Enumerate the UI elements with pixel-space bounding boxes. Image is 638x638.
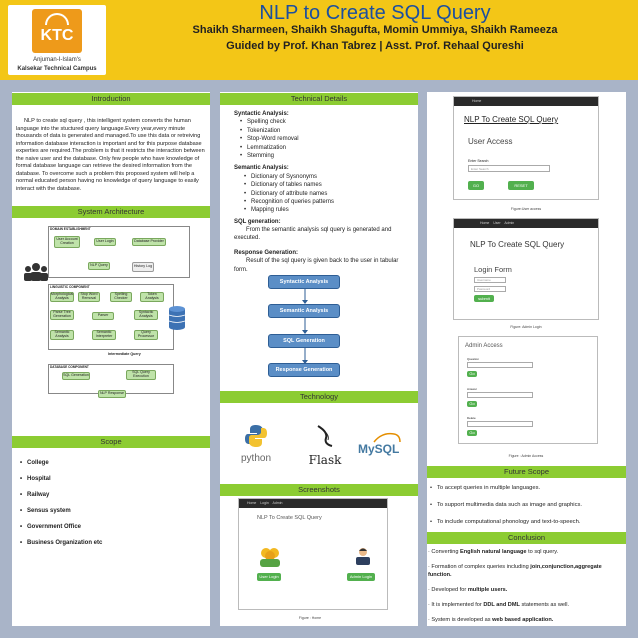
syntactic-list [234, 118, 412, 160]
home-screenshot [238, 498, 388, 610]
semantic-label: Semantic Analysis: [234, 165, 289, 172]
node-parser: Parser [92, 312, 114, 320]
user-access-screenshot [453, 96, 599, 200]
node-parse-tree: Parse Tree Generation [50, 310, 74, 320]
flask-logo [302, 424, 348, 468]
list-item: · Converting English natural language to sql query. [428, 549, 559, 555]
flow-response: Response Generation [268, 363, 340, 377]
delete-go-button[interactable]: Go [467, 430, 477, 436]
list-item: · It is implemented for DDL and DML statements as well. [428, 602, 570, 609]
home-heading: NLP To Create SQL Query [257, 515, 322, 521]
list-item: • Hospital [18, 476, 204, 482]
list-item: · Developed for multiple users. [428, 586, 508, 593]
introduction-text: NLP to create sql query , this intelligent system converts the human language into the stuctured query language.Every year,every minute thousands of data is generated and managed.To use this data or retreiving information database interaction is important and for this purpose database experties are required.The problem is that it restricts the interaction between the naive user and the database. Only few people who have knowledge of formal database language can retrieve the desired information from the database. To overcome such a problem this proposed system will help a normal educated person having no knowledge of query language to easily interact with the database. [16, 118, 205, 192]
list-item: • Sensus system [18, 508, 204, 514]
flow-syntactic: Syntactic Analysis [268, 275, 340, 289]
node-syntactic: Syntactic Analysis [134, 310, 158, 320]
logo-line2: Kalsekar Technical Campus [17, 66, 97, 72]
technology-title: Technology [220, 391, 418, 403]
scope-list [18, 460, 204, 556]
user-access-navbar: Home [454, 97, 598, 106]
list-item: • Lemmatization [238, 144, 412, 152]
node-history-log: History Log [132, 262, 154, 272]
python-logo [236, 424, 276, 468]
admin-access-caption: Figure : Admin Access [508, 454, 544, 458]
list-item: • Railway [18, 492, 204, 498]
search-label: Enter Search [468, 159, 489, 163]
list-item: • Stemming [238, 152, 412, 160]
submit-button[interactable]: submit [474, 295, 494, 302]
username-input[interactable]: Username [474, 277, 506, 283]
response-text: Result of the sql query is given back to the user in tabular form. [234, 258, 399, 273]
architecture-diagram [22, 224, 192, 434]
intermediate-query: Intermediate Query [108, 352, 141, 356]
flow-sqlgen: SQL Generation [268, 334, 340, 348]
list-item: • Dictionary of attribute names [242, 190, 412, 198]
users-icon [24, 262, 48, 282]
answer-input[interactable] [467, 392, 533, 398]
list-item: • Spelling check [238, 118, 412, 126]
node-nlp-query: NLP Query [88, 262, 110, 270]
scope-title: Scope [12, 436, 210, 448]
home-caption: Figure : Home [298, 616, 322, 620]
ktc-logo [8, 5, 106, 75]
node-query-processor: Query Processor [134, 330, 158, 340]
nav-user: User [493, 221, 501, 225]
user-access-sub: User Access [468, 137, 513, 146]
delete-label: Delete [467, 416, 476, 420]
poster-header [0, 0, 638, 80]
response-label: Response Generation: [234, 249, 299, 256]
list-item: • Dictionary of Sysnonyms [242, 173, 412, 181]
introduction-title: Introduction [12, 93, 210, 105]
answer-go-button[interactable]: Go [467, 401, 477, 407]
search-input[interactable]: Enter Search [468, 165, 550, 172]
list-item: • Business Organization etc [18, 540, 204, 546]
node-semantic: Semantic Analysis [50, 330, 74, 340]
syntactic-label: Syntactic Analysis: [234, 111, 289, 117]
database-label: DATABASE COMPONENT [50, 365, 89, 369]
admin-login-sub: Login Form [474, 265, 512, 274]
poster-guides: Guided by Prof. Khan Tabrez | Asst. Prof. Rehaal Qureshi [226, 40, 524, 52]
mysql-logo-text: MySQL [358, 442, 400, 456]
admin-login-button[interactable]: Admin Login [347, 573, 375, 581]
password-input[interactable]: Password [474, 286, 506, 292]
list-item: • College [18, 460, 204, 466]
architecture-title: System Architecture [12, 206, 210, 218]
node-account-creation: User Account Creation [54, 236, 80, 248]
question-input[interactable] [467, 362, 533, 368]
future-scope-title: Future Scope [427, 466, 626, 478]
list-item: • To include computational phonology and text-to-speech. [428, 518, 624, 526]
admin-login-navbar [454, 219, 598, 228]
list-item: • Government Office [18, 524, 204, 530]
future-scope-list [428, 484, 624, 526]
list-item: • To support multimedia data such as image and graphics. [428, 501, 624, 509]
answer-label: Answer [467, 387, 478, 391]
sqlgen-text: From the semantic analysis sql query is generated and executed. [234, 227, 392, 242]
list-item: · System is developed as web based application. [428, 617, 554, 624]
node-user-login: User Login [94, 238, 116, 246]
admin-icon [355, 547, 371, 565]
list-item: • To accept queries in multiple languages. [428, 484, 624, 492]
flask-logo-text: Flask [308, 453, 342, 467]
node-sql-generation: SQL Generation [62, 372, 90, 380]
list-item: • Stop-Word removal [238, 135, 412, 143]
nav-home: Home [480, 221, 490, 225]
node-semantic-interpreter: Semantic Interpreter [92, 330, 116, 340]
user-access-caption: Figure:User access [510, 207, 542, 211]
poster-title: NLP to Create SQL Query [259, 2, 491, 24]
nav-admin: Admin [272, 501, 283, 505]
admin-login-screenshot [453, 218, 599, 320]
home-navbar [239, 499, 387, 508]
users-icon [259, 547, 281, 567]
list-item: · Formation of complex queries including join,conjunction,aggregate function. [428, 564, 602, 578]
node-morphological: Morphological Analysis [50, 292, 74, 300]
node-spelling: Spelling Checker [110, 292, 132, 302]
reset-button[interactable]: RESET [508, 181, 534, 190]
mysql-logo [356, 430, 406, 464]
node-database-provider: Database Provider [132, 238, 166, 246]
logo-text: KTC [40, 27, 74, 44]
nav-admin: Admin [504, 221, 515, 225]
python-logo-text: python [240, 453, 272, 464]
linguistic-label: LINGUISTIC COMPONENT [50, 285, 90, 289]
list-item: • Tokenization [238, 127, 412, 135]
node-nlp-response: NLP Response [98, 390, 126, 398]
user-login-button[interactable]: User Login [257, 573, 281, 581]
domain-label: DOMAIN ESTABLISHMENT [50, 227, 91, 231]
flow-arrows [300, 289, 310, 365]
node-sql-execution: SQL Query Execution [126, 370, 156, 380]
nav-home: Home [247, 501, 257, 505]
database-icon [168, 306, 186, 330]
admin-login-caption: Figure: Admin Login [510, 325, 542, 329]
user-access-heading: NLP To Create SQL Query [464, 115, 559, 124]
node-stopword: Stop Word Removal [78, 292, 100, 302]
technical-title: Technical Details [220, 93, 418, 105]
flow-semantic: Semantic Analysis [268, 304, 340, 318]
domain-box [48, 226, 190, 278]
nav-login: Login [260, 501, 269, 505]
logo-line1: Anjuman-I-Islam's [33, 57, 81, 63]
node-token: Token Analysis [140, 292, 164, 302]
delete-input[interactable] [467, 421, 533, 427]
poster-authors: Shaikh Sharmeen, Shaikh Shagufta, Momin Ummiya, Shaikh Rameeza [192, 24, 558, 36]
technical-details [234, 110, 412, 274]
list-item: • Mapping rules [242, 206, 412, 214]
go-button[interactable]: GO [468, 181, 484, 190]
sqlgen-label: SQL generation: [234, 218, 281, 225]
list-item: • Recognition of queries patterns [242, 198, 412, 206]
conclusion-title: Conclusion [427, 532, 626, 544]
question-label: Question [467, 357, 480, 361]
list-item: • Dictionary of tables names [242, 181, 412, 189]
admin-login-heading: NLP To Create SQL Query [470, 240, 565, 249]
question-go-button[interactable]: Go [467, 371, 477, 377]
admin-access-screenshot [458, 336, 598, 444]
semantic-list [234, 173, 412, 215]
screenshots-title: Screenshots [220, 484, 418, 496]
conclusion-list [428, 549, 626, 633]
admin-access-heading: Admin Access [465, 343, 503, 349]
